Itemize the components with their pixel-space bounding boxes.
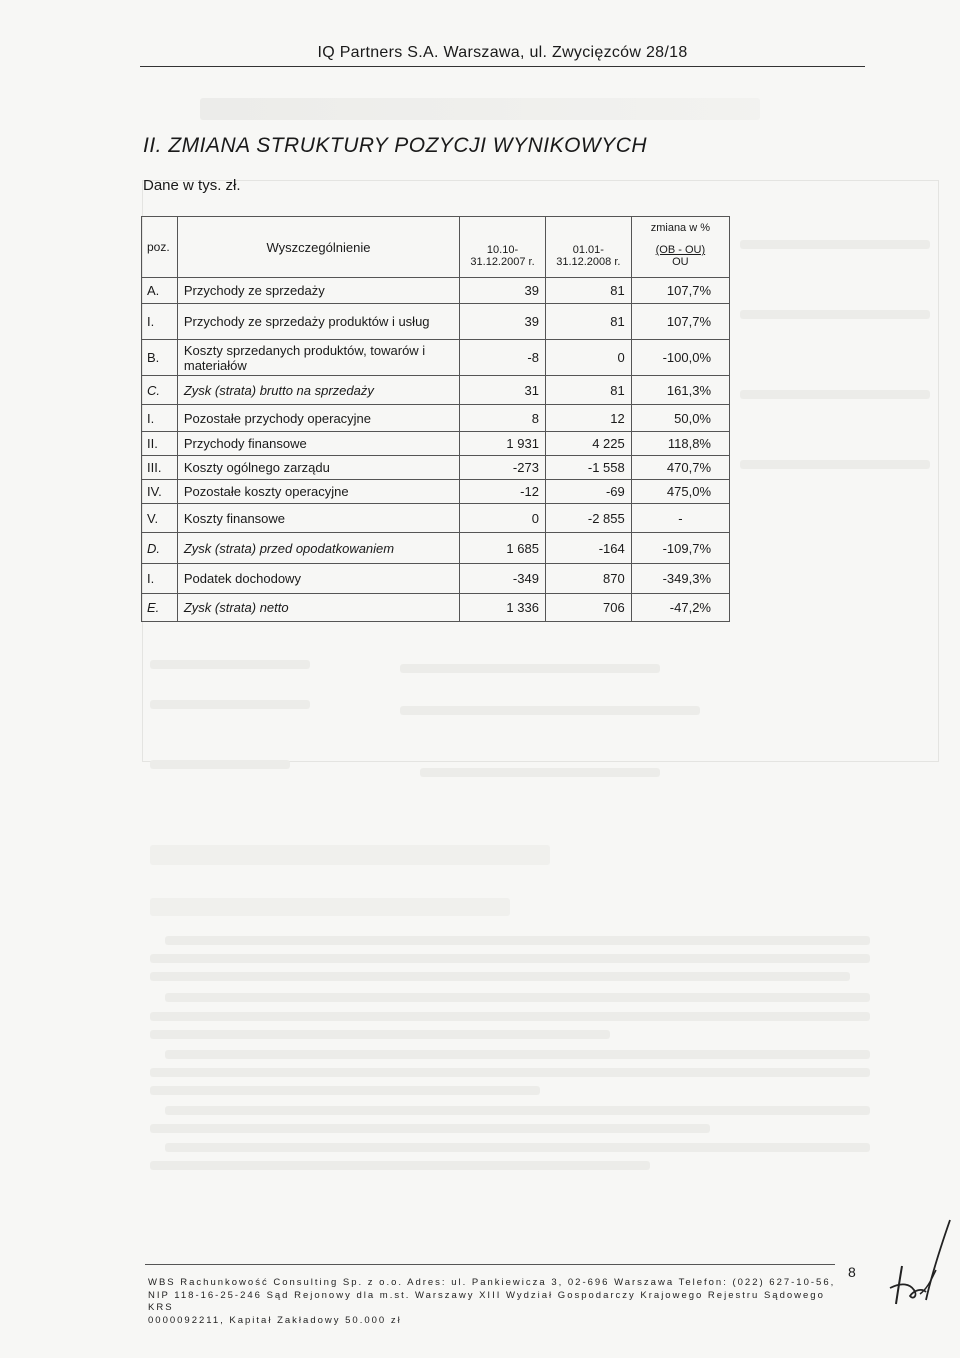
footer-line-2: NIP 118-16-25-246 Sąd Rejonowy dla m.st. Warszawy XIII Wydział Gospodarczy Krajowego Rejestru Sądowego KRS [148, 1289, 825, 1313]
row-position: IV. [142, 480, 178, 504]
row-value-2007: 1 336 [460, 594, 546, 622]
page-number: 8 [848, 1264, 856, 1280]
row-position: E. [142, 594, 178, 622]
row-description: Przychody finansowe [177, 432, 459, 456]
row-position: III. [142, 456, 178, 480]
bleed-through-paragraph [150, 972, 850, 981]
table-row [142, 376, 730, 405]
row-value-2007: 31 [460, 376, 546, 405]
row-change-percent: 475,0% [631, 480, 729, 504]
row-description: Pozostałe koszty operacyjne [177, 480, 459, 504]
bleed-through-line [400, 706, 700, 715]
row-position: C. [142, 376, 178, 405]
row-value-2008: -1 558 [545, 456, 631, 480]
row-value-2007: -12 [460, 480, 546, 504]
bleed-through-line [740, 240, 930, 249]
bleed-through-paragraph [150, 1030, 610, 1039]
footer-divider [145, 1264, 835, 1265]
row-position: A. [142, 278, 178, 304]
page-header: IQ Partners S.A. Warszawa, ul. Zwycięzców 28/18 [140, 44, 865, 67]
bleed-through-paragraph [150, 1124, 710, 1133]
table-row [142, 432, 730, 456]
bleed-through-paragraph [150, 1086, 540, 1095]
row-value-2007: -273 [460, 456, 546, 480]
bleed-through-paragraph [165, 1050, 870, 1059]
row-description: Przychody ze sprzedaży produktów i usług [177, 304, 459, 340]
header-period-2007-start: 10.10- [486, 244, 519, 256]
header-change-label: zmiana w % [650, 222, 711, 234]
row-change-percent: -109,7% [631, 533, 729, 564]
row-value-2008: 81 [545, 376, 631, 405]
header-period-2007-end: 31.12.2007 r. [470, 256, 535, 268]
handwritten-signature [880, 1218, 955, 1313]
bleed-through-line [150, 760, 290, 769]
section-title: II. ZMIANA STRUKTURY POZYCJI WYNIKOWYCH [143, 134, 648, 157]
bleed-through-paragraph [165, 1106, 870, 1115]
row-description: Zysk (strata) brutto na sprzedaży [177, 376, 459, 405]
bleed-through-line [740, 390, 930, 399]
table-row [142, 340, 730, 376]
bleed-through-heading [150, 845, 550, 865]
row-change-percent: 161,3% [631, 376, 729, 405]
row-value-2007: 0 [460, 504, 546, 533]
bleed-through-paragraph [150, 1068, 870, 1077]
bleed-through-line [150, 660, 310, 669]
row-value-2008: 706 [545, 594, 631, 622]
row-change-percent: 50,0% [631, 405, 729, 432]
row-value-2008: -69 [545, 480, 631, 504]
row-value-2007: 39 [460, 278, 546, 304]
row-value-2008: 81 [545, 304, 631, 340]
row-change-percent: -100,0% [631, 340, 729, 376]
row-change-percent: -47,2% [631, 594, 729, 622]
row-value-2007: -349 [460, 564, 546, 594]
row-value-2008: -164 [545, 533, 631, 564]
row-description: Przychody ze sprzedaży [177, 278, 459, 304]
row-value-2007: 1 685 [460, 533, 546, 564]
row-description: Koszty finansowe [177, 504, 459, 533]
bleed-through-paragraph [150, 1161, 650, 1170]
bleed-through-line [150, 700, 310, 709]
row-position: V. [142, 504, 178, 533]
row-value-2007: 8 [460, 405, 546, 432]
bleed-through-line [420, 768, 660, 777]
row-position: II. [142, 432, 178, 456]
table-row [142, 480, 730, 504]
table-row [142, 278, 730, 304]
row-value-2008: 0 [545, 340, 631, 376]
header-description: Wyszczególnienie [177, 217, 459, 278]
footer-line-1: WBS Rachunkowość Consulting Sp. z o.o. Adres: ul. Pankiewicza 3, 02-696 Warszawa Telefon: (022) 627-10-56, [148, 1277, 836, 1288]
table-row [142, 405, 730, 432]
header-change-formula-numerator: (OB - OU) [655, 244, 706, 256]
table-row [142, 456, 730, 480]
row-position: I. [142, 564, 178, 594]
bleed-through-line [400, 664, 660, 673]
bleed-through-heading [150, 898, 510, 916]
row-value-2008: 4 225 [545, 432, 631, 456]
bleed-through-line [740, 310, 930, 319]
row-description: Koszty ogólnego zarządu [177, 456, 459, 480]
row-value-2008: 870 [545, 564, 631, 594]
footer-company-info [148, 1277, 838, 1327]
row-value-2008: 12 [545, 405, 631, 432]
row-change-percent: -349,3% [631, 564, 729, 594]
units-note: Dane w tys. zł. [143, 177, 241, 194]
row-value-2007: 1 931 [460, 432, 546, 456]
row-position: I. [142, 304, 178, 340]
header-period-2008-end: 31.12.2008 r. [556, 256, 621, 268]
bleed-through-line [740, 460, 930, 469]
row-position: B. [142, 340, 178, 376]
table-row [142, 533, 730, 564]
row-change-percent: 118,8% [631, 432, 729, 456]
header-period-2008-start: 01.01- [572, 244, 604, 256]
bleed-through-paragraph [165, 936, 870, 945]
header-change-formula-denominator: OU [672, 256, 689, 268]
table-row [142, 594, 730, 622]
income-structure-table [141, 216, 730, 622]
row-description: Zysk (strata) przed opodatkowaniem [177, 533, 459, 564]
row-value-2007: -8 [460, 340, 546, 376]
table-row [142, 504, 730, 533]
table-row [142, 304, 730, 340]
row-change-percent: 107,7% [631, 304, 729, 340]
header-period-2008 [545, 217, 631, 278]
footer-line-3: 0000092211, Kapitał Zakładowy 50.000 zł [148, 1314, 402, 1326]
row-value-2007: 39 [460, 304, 546, 340]
row-description: Pozostałe przychody operacyjne [177, 405, 459, 432]
bleed-through-paragraph [150, 954, 870, 963]
header-change [631, 217, 729, 278]
bleed-through-paragraph [165, 993, 870, 1002]
row-change-percent: - [631, 504, 729, 533]
header-poz: poz. [142, 217, 178, 278]
bleed-through-paragraph [150, 1012, 870, 1021]
row-description: Koszty sprzedanych produktów, towarów i materiałów [177, 340, 459, 376]
row-value-2008: 81 [545, 278, 631, 304]
row-description: Zysk (strata) netto [177, 594, 459, 622]
row-position: I. [142, 405, 178, 432]
row-change-percent: 470,7% [631, 456, 729, 480]
row-change-percent: 107,7% [631, 278, 729, 304]
row-position: D. [142, 533, 178, 564]
row-description: Podatek dochodowy [177, 564, 459, 594]
table-row [142, 564, 730, 594]
row-value-2008: -2 855 [545, 504, 631, 533]
bleed-through-paragraph [165, 1143, 870, 1152]
bleed-through-heading [200, 98, 760, 120]
table-header-row [142, 217, 730, 278]
header-period-2007 [460, 217, 546, 278]
